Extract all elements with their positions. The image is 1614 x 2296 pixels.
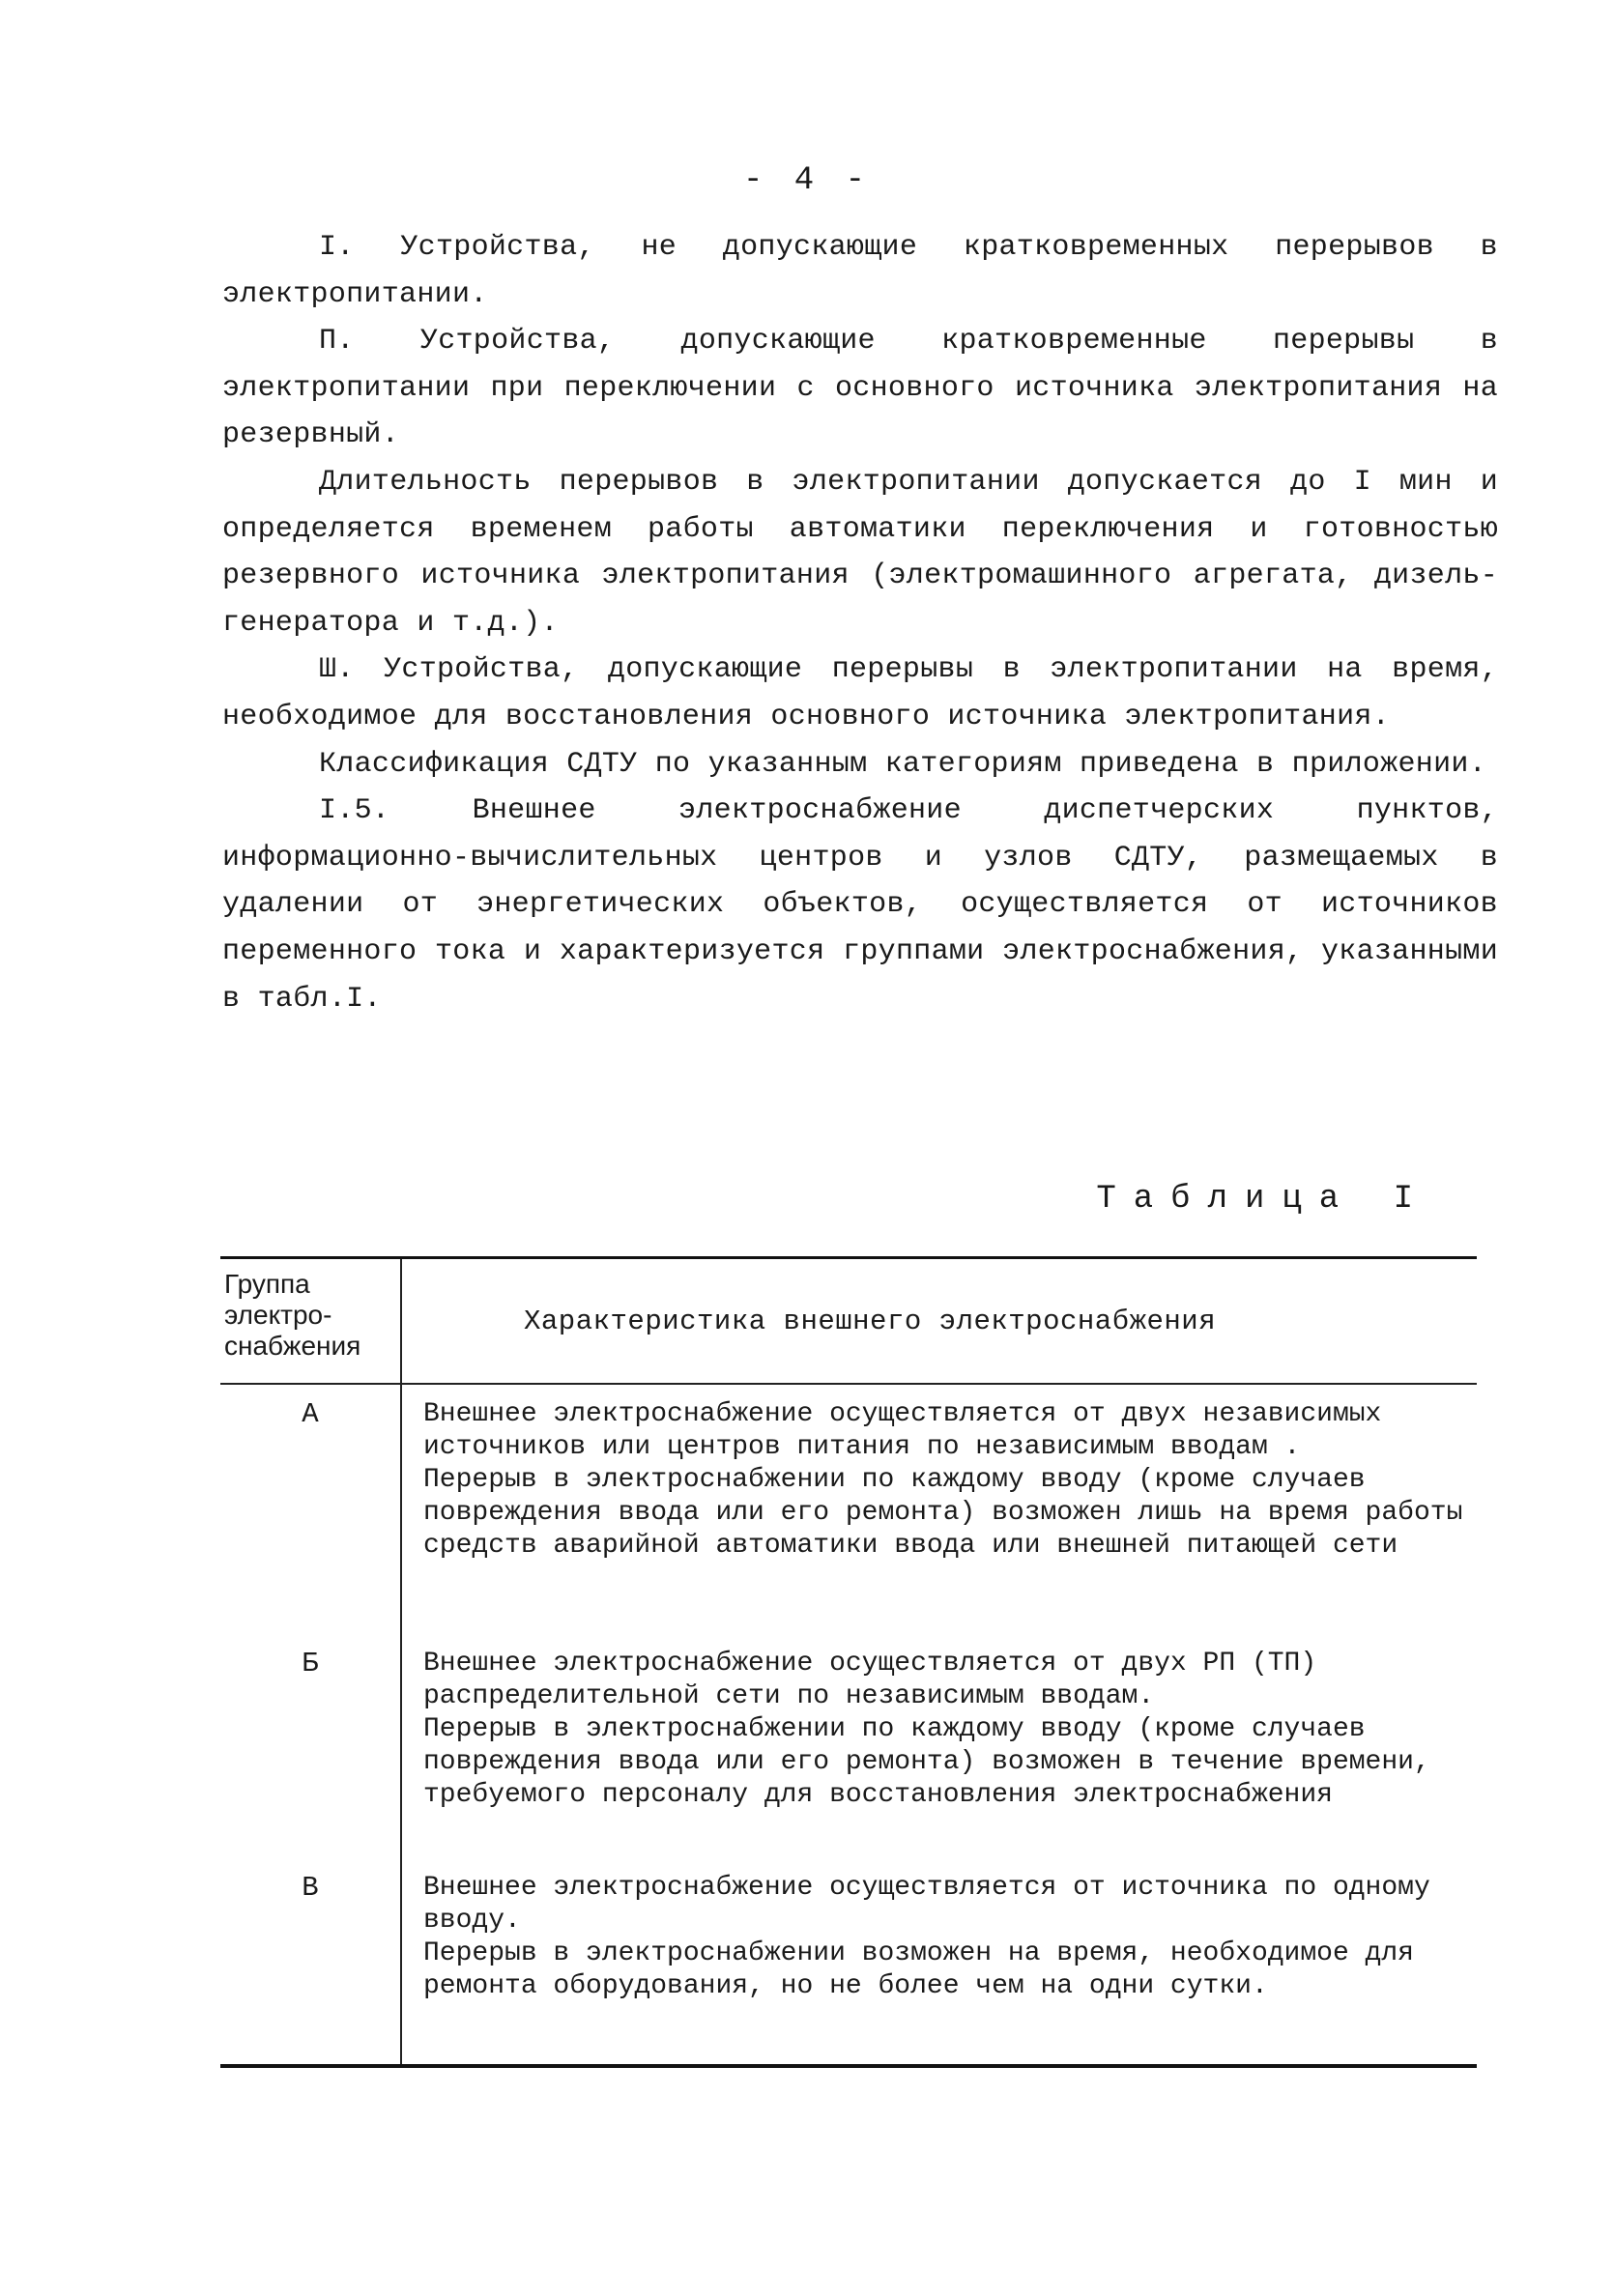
group-cell: Б bbox=[220, 1634, 402, 1858]
table-caption: Таблица I bbox=[1096, 1181, 1430, 1218]
paragraph-category-3: Ш. Устройства, допускающие перерывы в электропитании на время, необходимое для восстановления основного источника электропитания. bbox=[222, 653, 1498, 733]
table-header-row bbox=[220, 1259, 1477, 1383]
group-cell: В bbox=[220, 1858, 402, 2064]
page-number: - 4 - bbox=[742, 162, 872, 199]
characteristic-cell bbox=[402, 1858, 1477, 2064]
header-group-line: электро- bbox=[224, 1300, 332, 1330]
supply-groups-table bbox=[220, 1256, 1477, 2068]
header-group-line: снабжения bbox=[224, 1331, 361, 1361]
paragraph-category-1: I. Устройства, не допускающие кратковременных перерывов в электропитании. bbox=[222, 231, 1498, 311]
characteristic-text: Перерыв в электроснабжении по каждому вводу (кроме случаев повреждения ввода или его ремонта) возможен лишь на время работы средств аварийной автоматики ввода или внешней питающей сети bbox=[423, 1465, 1463, 1561]
characteristic-text: Перерыв в электроснабжении возможен на время, необходимое для ремонта оборудования, но не более чем на одни сутки. bbox=[423, 1938, 1414, 2001]
characteristic-cell bbox=[402, 1634, 1477, 1858]
characteristic-text: Внешнее электроснабжение осуществляется от двух РП (ТП) распределительной сети по независимым вводам. bbox=[423, 1649, 1317, 1711]
header-group-cell bbox=[220, 1259, 402, 1383]
table-row bbox=[220, 1858, 1477, 2064]
table-bottom-rule bbox=[220, 2064, 1477, 2068]
paragraph-classification: Классификация СДТУ по указанным категориям приведена в приложении. bbox=[319, 747, 1486, 781]
characteristic-text: Внешнее электроснабжение осуществляется от источника по одному вводу. bbox=[423, 1873, 1430, 1936]
paragraph-break-duration: Длительность перерывов в электропитании допускается до I мин и определяется временем работы автоматики переключения и готовностью резервного источника электропитания (электромашинного агрегата, дизель-генератора и т.д.). bbox=[222, 465, 1498, 640]
characteristic-cell bbox=[402, 1385, 1477, 1634]
characteristic-text: Внешнее электроснабжение осуществляется от двух независимых источников или центров питания по независимым вводам . bbox=[423, 1399, 1382, 1462]
paragraph-category-2: П. Устройства, допускающие кратковременные перерывы в электропитании при переключении с основного источника электропитания на резервный. bbox=[222, 325, 1498, 452]
header-characteristic-cell: Характеристика внешнего электроснабжения bbox=[524, 1305, 1217, 1337]
group-cell: А bbox=[220, 1385, 402, 1634]
paragraph-external-supply: I.5. Внешнее электроснабжение диспетчерских пунктов, информационно-вычислительных центров и узлов СДТУ, размещаемых в удалении от энергетических объектов, осуществляется от источников переменного тока и характеризуется группами электроснабжения, указанными в табл.I. bbox=[222, 794, 1498, 1016]
table-row bbox=[220, 1385, 1477, 1634]
characteristic-text: Перерыв в электроснабжении по каждому вводу (кроме случаев повреждения ввода или его ремонта) возможен в течение времени, требуемого персоналу для восстановления электроснабжения bbox=[423, 1714, 1430, 1810]
header-group-line: Группа bbox=[224, 1269, 310, 1299]
table-row bbox=[220, 1634, 1477, 1858]
body-text bbox=[222, 224, 1498, 1022]
